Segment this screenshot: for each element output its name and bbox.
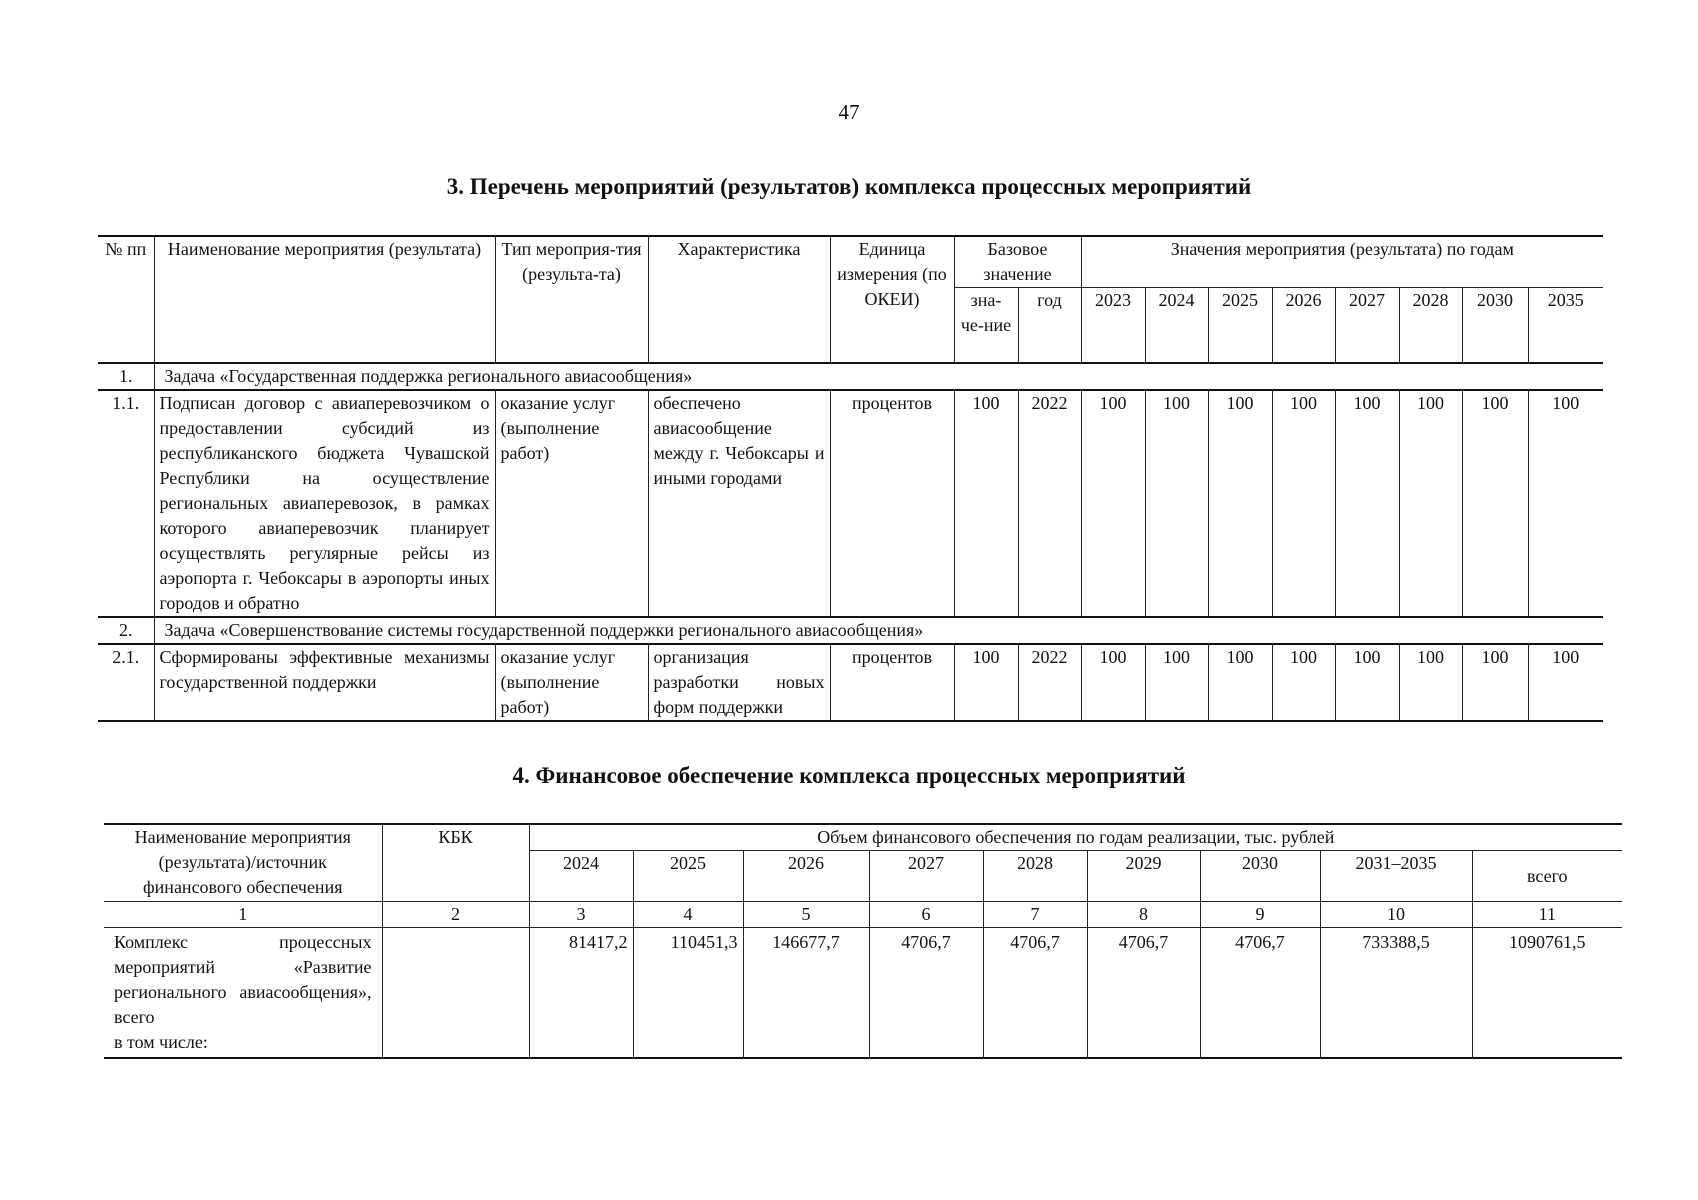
header-base-year: год bbox=[1018, 288, 1081, 364]
section3-title: 3. Перечень мероприятий (результатов) комплекса процессных мероприятий bbox=[446, 174, 1252, 199]
activity-base-year: 2022 bbox=[1018, 644, 1081, 721]
fin-header-year: 2024 bbox=[529, 851, 633, 902]
header-base: Базовое значение bbox=[954, 236, 1081, 288]
activity-value: 100 bbox=[1335, 390, 1399, 617]
activity-value: 100 bbox=[1081, 390, 1145, 617]
fin-header-total: всего bbox=[1472, 851, 1622, 902]
header-name: Наименование мероприятия (результата) bbox=[154, 236, 495, 363]
activity-base-year: 2022 bbox=[1018, 390, 1081, 617]
fin-header-kbk: КБК bbox=[382, 824, 529, 902]
header-type: Тип мероприя-тия (результа-та) bbox=[495, 236, 648, 363]
fin-row-value: 1090761,5 bbox=[1472, 928, 1622, 1059]
activity-value: 100 bbox=[1145, 390, 1208, 617]
header-characteristic: Характеристика bbox=[648, 236, 830, 363]
column-number: 4 bbox=[633, 902, 743, 928]
fin-row-kbk bbox=[382, 928, 529, 1059]
column-number: 3 bbox=[529, 902, 633, 928]
column-number: 6 bbox=[869, 902, 983, 928]
header-year: 2027 bbox=[1335, 288, 1399, 364]
fin-header-year: 2029 bbox=[1087, 851, 1200, 902]
fin-row-value: 110451,3 bbox=[633, 928, 743, 1059]
fin-row-name-cell bbox=[104, 928, 382, 1059]
header-num: № пп bbox=[98, 236, 154, 363]
fin-row-value: 81417,2 bbox=[529, 928, 633, 1059]
activity-value: 100 bbox=[1208, 644, 1272, 721]
fin-header-row-1 bbox=[104, 824, 1622, 851]
fin-row-value: 4706,7 bbox=[1087, 928, 1200, 1059]
column-number: 10 bbox=[1320, 902, 1472, 928]
header-values-by-year: Значения мероприятия (результата) по годам bbox=[1081, 236, 1603, 288]
column-number: 9 bbox=[1200, 902, 1320, 928]
activity-unit: процентов bbox=[830, 644, 954, 721]
activity-value: 100 bbox=[1462, 390, 1528, 617]
task-number: 2. bbox=[98, 617, 154, 644]
financing-table bbox=[104, 823, 1622, 1059]
section4-title: 4. Финансовое обеспечение комплекса процессных мероприятий bbox=[512, 763, 1186, 788]
fin-header-year: 2026 bbox=[743, 851, 869, 902]
header-year: 2035 bbox=[1528, 288, 1603, 364]
activity-row bbox=[98, 390, 1603, 617]
fin-row-name-suffix: в том числе: bbox=[114, 1032, 208, 1052]
activity-row bbox=[98, 644, 1603, 721]
task-title: Задача «Государственная поддержка регионального авиасообщения» bbox=[154, 363, 1603, 390]
fin-header-year: 2031–2035 bbox=[1320, 851, 1472, 902]
fin-header-name: Наименование мероприятия (результата)/источник финансового обеспечения bbox=[104, 824, 382, 902]
activity-base-value: 100 bbox=[954, 390, 1018, 617]
activity-value: 100 bbox=[1528, 390, 1603, 617]
header-year: 2030 bbox=[1462, 288, 1528, 364]
activity-value: 100 bbox=[1335, 644, 1399, 721]
column-number: 5 bbox=[743, 902, 869, 928]
activity-value: 100 bbox=[1081, 644, 1145, 721]
fin-column-numbers-row bbox=[104, 902, 1622, 928]
fin-header-year: 2028 bbox=[983, 851, 1087, 902]
activity-value: 100 bbox=[1208, 390, 1272, 617]
fin-row-name: Комплекс процессных мероприятий «Развитие регионального авиасообщения», всего bbox=[114, 932, 372, 1027]
fin-header-volume: Объем финансового обеспечения по годам реализации, тыс. рублей bbox=[529, 824, 1622, 851]
fin-row-value: 4706,7 bbox=[1200, 928, 1320, 1059]
header-year: 2025 bbox=[1208, 288, 1272, 364]
activity-value: 100 bbox=[1145, 644, 1208, 721]
page-number: 47 bbox=[838, 100, 860, 124]
activity-name: Подписан договор с авиаперевозчиком о предоставлении субсидий из республиканского бюджета Чувашской Республики на осуществление региональных авиаперевозок, в рамках которого авиаперевозчик планирует осуществлять регулярные рейсы из аэропорта г. Чебоксары в аэропорты иных городов и обратно bbox=[154, 390, 495, 617]
column-number: 1 bbox=[104, 902, 382, 928]
activity-value: 100 bbox=[1399, 644, 1462, 721]
fin-row-value: 4706,7 bbox=[983, 928, 1087, 1059]
task-row bbox=[98, 363, 1603, 390]
activity-value: 100 bbox=[1272, 644, 1335, 721]
activities-table bbox=[98, 235, 1603, 722]
column-number: 2 bbox=[382, 902, 529, 928]
activity-name: Сформированы эффективные механизмы государственной поддержки bbox=[154, 644, 495, 721]
fin-header-year: 2027 bbox=[869, 851, 983, 902]
task-title: Задача «Совершенствование системы государственной поддержки регионального авиасообщения» bbox=[154, 617, 1603, 644]
task-number: 1. bbox=[98, 363, 154, 390]
activity-number: 1.1. bbox=[98, 390, 154, 617]
header-unit: Единица измерения (по ОКЕИ) bbox=[830, 236, 954, 363]
activity-value: 100 bbox=[1462, 644, 1528, 721]
header-row-1 bbox=[98, 236, 1603, 288]
activity-type: оказание услуг (выполнение работ) bbox=[495, 390, 648, 617]
header-year: 2026 bbox=[1272, 288, 1335, 364]
activity-characteristic: организация разработки новых форм поддержки bbox=[648, 644, 830, 721]
fin-data-row bbox=[104, 928, 1622, 1059]
column-number: 8 bbox=[1087, 902, 1200, 928]
activity-value: 100 bbox=[1272, 390, 1335, 617]
activity-value: 100 bbox=[1528, 644, 1603, 721]
activity-characteristic: обеспечено авиасообщение между г. Чебоксары и иными городами bbox=[648, 390, 830, 617]
activity-type: оказание услуг (выполнение работ) bbox=[495, 644, 648, 721]
header-year: 2028 bbox=[1399, 288, 1462, 364]
activity-base-value: 100 bbox=[954, 644, 1018, 721]
header-year: 2023 bbox=[1081, 288, 1145, 364]
fin-header-year: 2025 bbox=[633, 851, 743, 902]
activity-number: 2.1. bbox=[98, 644, 154, 721]
fin-row-value: 146677,7 bbox=[743, 928, 869, 1059]
column-number: 7 bbox=[983, 902, 1087, 928]
activity-unit: процентов bbox=[830, 390, 954, 617]
activity-value: 100 bbox=[1399, 390, 1462, 617]
fin-row-value: 733388,5 bbox=[1320, 928, 1472, 1059]
fin-header-year: 2030 bbox=[1200, 851, 1320, 902]
column-number: 11 bbox=[1472, 902, 1622, 928]
fin-row-value: 4706,7 bbox=[869, 928, 983, 1059]
header-base-value: зна-че-ние bbox=[954, 288, 1018, 364]
header-year: 2024 bbox=[1145, 288, 1208, 364]
task-row bbox=[98, 617, 1603, 644]
